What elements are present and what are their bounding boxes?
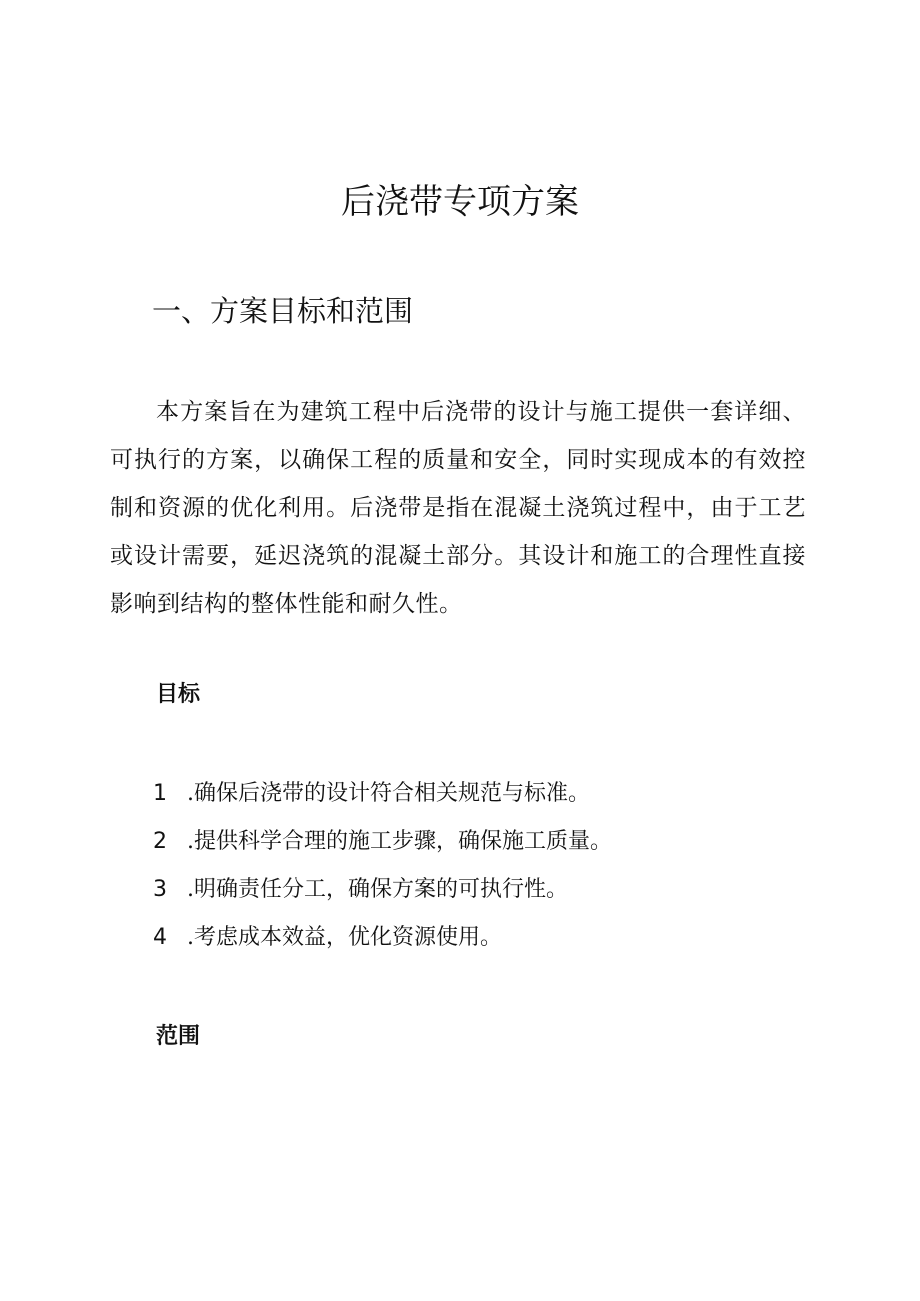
list-item-text: .提供科学合理的施工步骤，确保施工质量。 (187, 829, 612, 854)
list-item-text: .明确责任分工，确保方案的可执行性。 (187, 877, 568, 902)
list-item (153, 770, 612, 818)
list-item-text: .考虑成本效益，优化资源使用。 (187, 925, 502, 950)
scope-heading: 范围 (156, 1023, 201, 1049)
list-item (153, 866, 612, 914)
list-item (153, 818, 612, 866)
document-title: 后浇带专项方案 (341, 182, 579, 222)
goals-list (153, 770, 612, 962)
list-item-number: 2 (153, 829, 167, 854)
list-item (153, 914, 612, 962)
list-item-number: 1 (153, 781, 167, 806)
section-heading: 一、方案目标和范围 (152, 294, 414, 328)
intro-paragraph: 本方案旨在为建筑工程中后浇带的设计与施工提供一套详细、可执行的方案，以确保工程的质量和安全，同时实现成本的有效控制和资源的优化利用。后浇带是指在混凝土浇筑过程中，由于工艺或设计需要，延迟浇筑的混凝土部分。其设计和施工的合理性直接影响到结构的整体性能和耐久性。 (110, 399, 806, 617)
goals-heading: 目标 (156, 681, 201, 707)
list-item-number: 4 (153, 925, 167, 950)
list-item-number: 3 (153, 877, 167, 902)
list-item-text: .确保后浇带的设计符合相关规范与标准。 (187, 781, 590, 806)
